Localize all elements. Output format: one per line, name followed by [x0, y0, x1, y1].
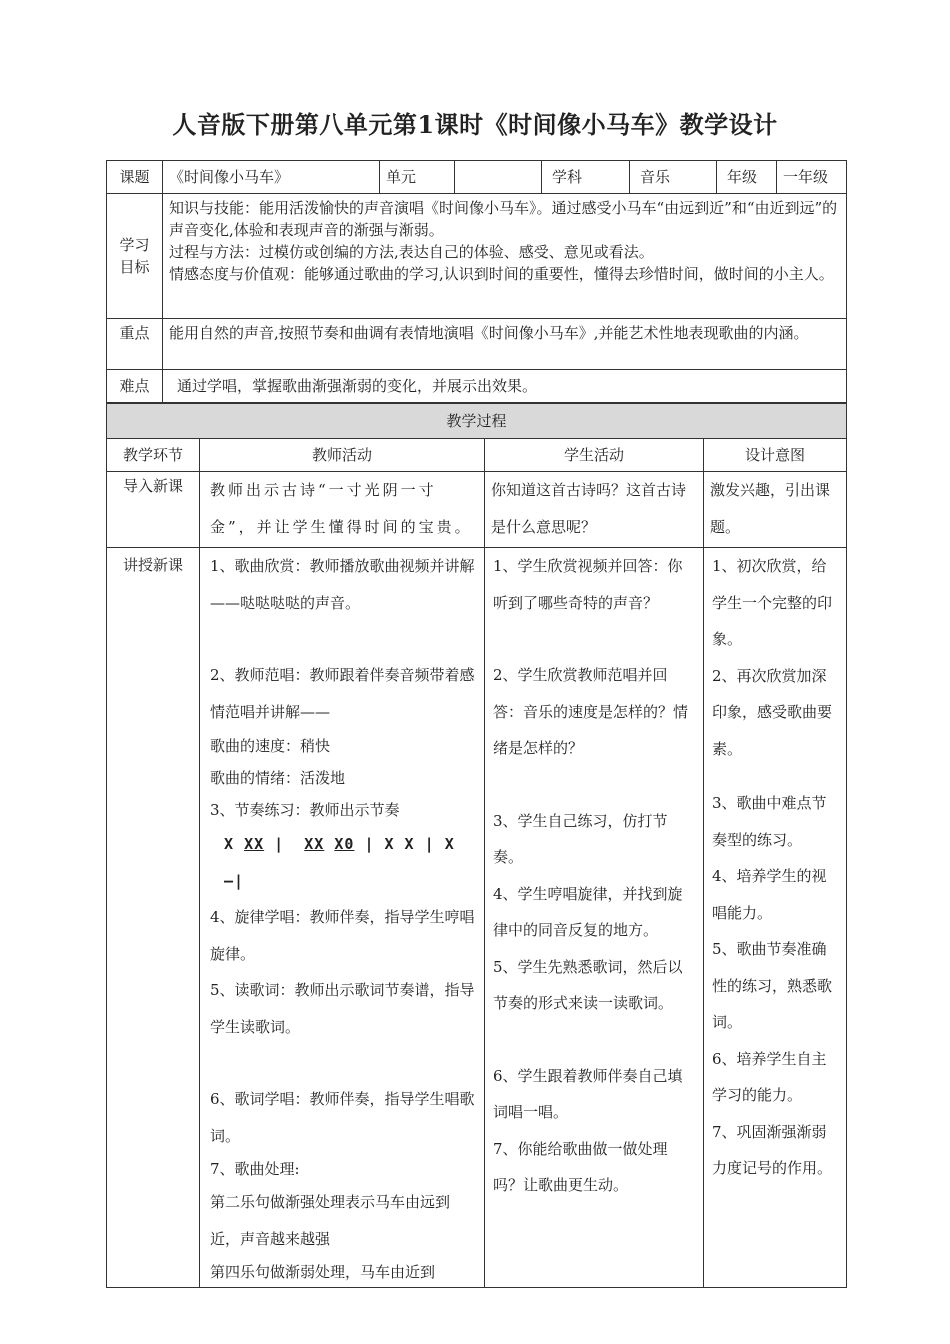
rhythm-barline: | — [424, 835, 435, 853]
subject-value: 音乐 — [630, 161, 717, 194]
intent-step-7: 7、巩固渐强渐弱力度记号的作用。 — [712, 1122, 833, 1177]
topic-label: 课题 — [107, 161, 163, 194]
teacher-step-2: 2、教师范唱：教师跟着伴奏音频带着感情范唱并讲解—— — [210, 666, 475, 721]
rhythm-notation — [210, 826, 478, 899]
teacher-step-7a: 第二乐句做渐强处理表示马车由远到近，声音越来越强 — [210, 1193, 451, 1248]
grade-value: 一年级 — [777, 161, 847, 194]
teacher-step-7: 7、歌曲处理: — [210, 1160, 300, 1178]
focus-label: 重点 — [107, 319, 163, 370]
subject-label: 学科 — [542, 161, 630, 194]
intro-teacher: 教师出示古诗“一寸光阴一寸金”，并让学生懂得时间的宝贵。 — [200, 472, 485, 548]
rhythm-barline: | — [364, 835, 375, 853]
objective-process: 过程与方法：过模仿或创编的方法,表达自己的体验、感受、意见或看法。 — [169, 243, 654, 261]
student-step-3: 3、学生自己练习，仿打节奏。 — [493, 811, 668, 866]
teacher-step-5: 5、读歌词：教师出示歌词节奏谱，指导学生读歌词。 — [210, 981, 475, 1036]
rhythm-note: X — [224, 835, 235, 853]
student-step-7: 7、你能给歌曲做一做处理吗？让歌曲更生动。 — [493, 1139, 668, 1194]
teacher-step-4: 4、旋律学唱：教师伴奏，指导学生哼唱旋律。 — [210, 908, 475, 963]
topic-value: 《时间像小马车》 — [163, 161, 380, 194]
teacher-step-7b: 第四乐句做渐弱处理，马车由近到 — [210, 1263, 436, 1281]
teacher-step-1: 1、歌曲欣赏：教师播放歌曲视频并讲解——哒哒哒哒的声音。 — [210, 557, 475, 612]
teacher-step-6: 6、歌词学唱：教师伴奏，指导学生唱歌词。 — [210, 1090, 475, 1145]
rhythm-barline: | — [274, 835, 285, 853]
student-step-4: 4、学生哼唱旋律，并找到旋律中的同音反复的地方。 — [493, 884, 683, 939]
intent-step-1: 1、初次欣赏，给学生一个完整的印象。 — [712, 557, 833, 648]
intro-intent: 激发兴趣，引出课题。 — [704, 472, 847, 548]
page-title: 人音版下册第八单元第1课时《时间像小马车》教学设计 — [172, 110, 778, 139]
objectives-label-line2: 目标 — [119, 258, 150, 276]
rhythm-note: XX — [304, 835, 325, 853]
process-table — [106, 403, 847, 1288]
student-step-1: 1、学生欣赏视频并回答：你听到了哪些奇特的声音？ — [493, 557, 683, 612]
intro-student: 你知道这首古诗吗？这首古诗是什么意思呢？ — [485, 472, 704, 548]
intent-step-6: 6、培养学生自主学习的能力。 — [712, 1049, 827, 1104]
objectives-label-line1: 学习 — [119, 236, 150, 254]
teacher-step-2-mood: 歌曲的情绪：活泼地 — [210, 769, 346, 787]
intro-stage: 导入新课 — [107, 472, 200, 548]
col-intent: 设计意图 — [704, 439, 847, 472]
student-step-5: 5、学生先熟悉歌词，然后以节奏的形式来读一读歌词。 — [493, 957, 683, 1012]
teacher-step-3: 3、节奏练习：教师出示节奏 — [210, 801, 400, 819]
rhythm-note: X — — [224, 835, 455, 890]
student-step-6: 6、学生跟着教师伴奏自己填词唱一唱。 — [493, 1066, 683, 1121]
rhythm-barline: | — [234, 871, 245, 890]
objectives-label — [107, 194, 163, 319]
rhythm-note: XX — [244, 835, 265, 853]
student-step-2: 2、学生欣赏教师范唱并回答：音乐的速度是怎样的？情绪是怎样的？ — [493, 666, 689, 757]
difficulty-text: 通过学唱，掌握歌曲渐强渐弱的变化，并展示出效果。 — [163, 370, 847, 403]
col-student: 学生活动 — [485, 439, 704, 472]
process-header: 教学过程 — [107, 404, 847, 439]
col-teacher: 教师活动 — [200, 439, 485, 472]
lecture-stage: 讲授新课 — [107, 548, 200, 1288]
intent-step-4: 4、培养学生的视唱能力。 — [712, 867, 827, 922]
unit-value — [455, 161, 542, 194]
intent-step-5: 5、歌曲节奏准确性的练习，熟悉歌词。 — [712, 940, 833, 1031]
grade-label: 年级 — [717, 161, 777, 194]
rhythm-note: X0 — [334, 835, 355, 853]
objective-emotion: 情感态度与价值观：能够通过歌曲的学习,认识到时间的重要性，懂得去珍惜时间，做时间的小主人。 — [169, 265, 834, 283]
intent-step-3: 3、歌曲中难点节奏型的练习。 — [712, 794, 827, 849]
objective-knowledge: 知识与技能：能用活泼愉快的声音演唱《时间像小马车》。通过感受小马车“由远到近”和“由近到远”的声音变化,体验和表现声音的渐强与渐弱。 — [169, 199, 838, 239]
info-table — [106, 160, 847, 403]
focus-text: 能用自然的声音,按照节奏和曲调有表情地演唱《时间像小马车》,并能艺术性地表现歌曲的内涵。 — [163, 319, 847, 370]
unit-label: 单元 — [380, 161, 455, 194]
teacher-step-2-speed: 歌曲的速度：稍快 — [210, 737, 331, 755]
intent-step-2: 2、再次欣赏加深印象，感受歌曲要素。 — [712, 666, 833, 758]
difficulty-label: 难点 — [107, 370, 163, 403]
rhythm-note: X X — [384, 835, 415, 853]
col-stage: 教学环节 — [107, 439, 200, 472]
